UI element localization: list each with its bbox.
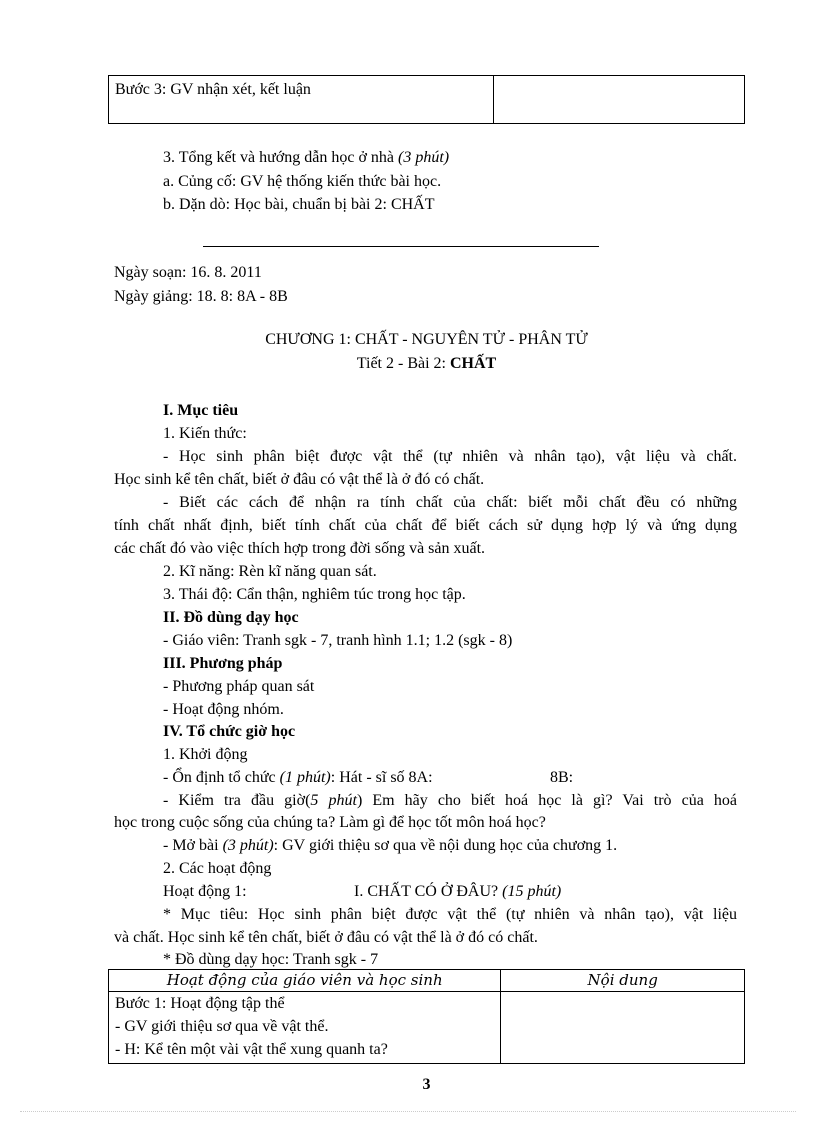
- step1-line: Bước 1: Hoạt động tập thể: [115, 995, 285, 1012]
- goal-line-1: * Mục tiêu: Học sinh phân biệt được vật thể (tự nhiên và nhân tạo), vật liệu: [163, 906, 737, 923]
- chapter-title: CHƯƠNG 1: CHẤT - NGUYÊN TỬ - PHÂN TỬ: [265, 331, 588, 348]
- stabilize-time: (1 phút): [279, 769, 331, 786]
- activity-1-title: [354, 882, 561, 902]
- check-line-2: học trong cuộc sống của chúng ta? Làm gì để học tốt môn hoá học?: [114, 814, 546, 831]
- teacher-student-header: Hoạt động của giáo viên và học sinh: [109, 970, 501, 992]
- activity-1-time: (15 phút): [502, 883, 562, 900]
- stabilize-line: [163, 768, 433, 788]
- knowledge-item-1-line-1: - Học sinh phân biệt được vật thể (tự nhiên và nhân tạo), vật liệu và chất.: [163, 448, 737, 465]
- page-edge-dots: [20, 1111, 796, 1112]
- consolidate-line: a. Củng cố: GV hệ thống kiến thức bài học.: [163, 173, 442, 190]
- teach-date: Ngày giảng: 18. 8: 8A - 8B: [114, 288, 288, 305]
- section-divider: [203, 246, 599, 247]
- tools-line: * Đồ dùng dạy học: Tranh sgk - 7: [163, 951, 379, 968]
- stabilize-rest: : Hát - sĩ số 8A:: [330, 769, 433, 786]
- materials-heading: II. Đồ dùng dạy học: [163, 609, 299, 626]
- activities-heading: 2. Các hoạt động: [163, 860, 272, 877]
- method-item-1: - Phương pháp quan sát: [163, 678, 315, 695]
- materials-teacher: - Giáo viên: Tranh sgk - 7, tranh hình 1.1; 1.2 (sgk - 8): [163, 632, 513, 649]
- knowledge-item-2-line-3: các chất đó vào việc thích hợp trong đời sống và sản xuất.: [114, 540, 486, 557]
- stabilize-prefix: - Ổn định tổ chức: [163, 769, 280, 786]
- check-line-1: [163, 791, 737, 811]
- method-heading: III. Phương pháp: [163, 655, 283, 672]
- goal-line-2: và chất. Học sinh kể tên chất, biết ở đâu có vật thể là ở đó có chất.: [114, 929, 538, 946]
- step3-cell: Bước 3: GV nhận xét, kết luận: [109, 76, 494, 124]
- knowledge-item-2-line-2: tính chất nhất định, biết tính chất của chất để biết cách sử dụng hợp lý và ứng dụng: [114, 517, 737, 534]
- knowledge-heading: 1. Kiến thức:: [163, 425, 247, 442]
- page-number: 3: [422, 1076, 431, 1093]
- lesson-title: [0, 354, 816, 374]
- knowledge-item-2-line-1: - Biết các cách để nhận ra tính chất của chất: biết mỗi chất đều có những: [163, 494, 737, 511]
- check-time: 5 phút: [310, 792, 357, 809]
- attitude-line: 3. Thái độ: Cẩn thận, nghiêm túc trong học tập.: [163, 586, 466, 603]
- skill-line: 2. Kĩ năng: Rèn kĩ năng quan sát.: [163, 563, 377, 580]
- content-cell: [501, 992, 745, 1064]
- lesson-prefix: Tiết 2 - Bài 2:: [356, 355, 450, 372]
- class-8b-label: 8B:: [550, 769, 574, 786]
- intro-rest: : GV giới thiệu sơ qua về nội dung học của chương 1.: [273, 837, 618, 854]
- activity-row-1: - GV giới thiệu sơ qua về vật thể.: [115, 1018, 329, 1035]
- summary-heading-text: 3. Tổng kết và hướng dẫn học ở nhà: [163, 149, 399, 166]
- lesson-name: CHẤT: [449, 355, 497, 372]
- activity-cell: [109, 992, 501, 1064]
- warmup-heading: 1. Khởi động: [163, 746, 248, 763]
- top-table-content-cell: [494, 76, 745, 124]
- activity-1-title-text: I. CHẤT CÓ Ở ĐÂU?: [354, 883, 503, 900]
- objectives-heading: I. Mục tiêu: [163, 402, 239, 419]
- check-rest: ) Em hãy cho biết hoá học là gì? Vai trò của hoá: [356, 792, 738, 809]
- summary-heading: [163, 148, 449, 168]
- activity-table: [108, 969, 745, 1064]
- organization-heading: IV. Tổ chức giờ học: [163, 723, 296, 740]
- intro-line: [163, 836, 617, 856]
- intro-time: (3 phút): [222, 837, 274, 854]
- intro-prefix: - Mở bài: [163, 837, 223, 854]
- prep-date: Ngày soạn: 16. 8. 2011: [114, 264, 262, 281]
- knowledge-item-1-line-2: Học sinh kể tên chất, biết ở đâu có vật thể là ở đó có chất.: [114, 471, 485, 488]
- content-header: Nội dung: [501, 970, 745, 992]
- activity-row-2: - H: Kể tên một vài vật thể xung quanh ta?: [115, 1041, 388, 1058]
- method-item-2: - Hoạt động nhóm.: [163, 701, 284, 718]
- check-prefix: - Kiểm tra đầu giờ(: [163, 792, 311, 809]
- summary-heading-time: (3 phút): [398, 149, 450, 166]
- activity-1-label: Hoạt động 1:: [163, 883, 247, 900]
- homework-line: b. Dặn dò: Học bài, chuẩn bị bài 2: CHẤT: [163, 196, 435, 213]
- top-table: [108, 75, 745, 124]
